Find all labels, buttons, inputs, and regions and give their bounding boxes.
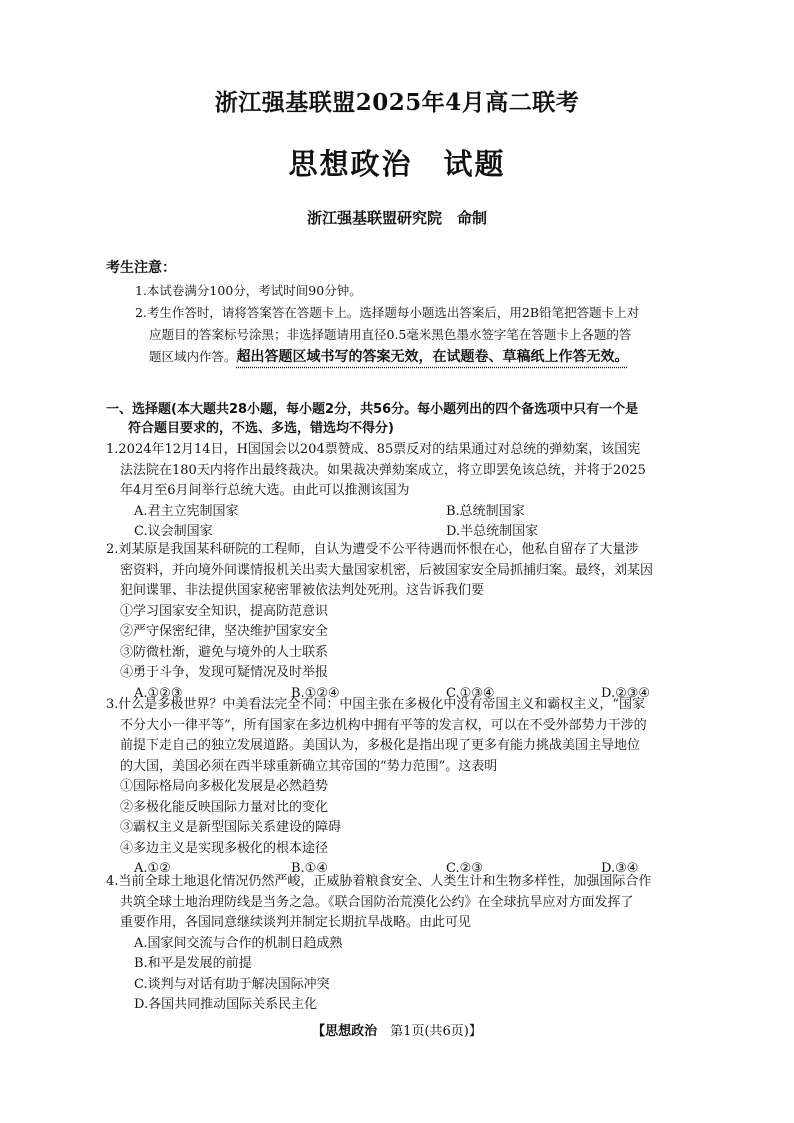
footer-subject: 【思想政治	[312, 1024, 378, 1039]
option-a: A.①②③	[134, 685, 183, 701]
statement-item: ③防微杜渐，避免与境外的人士联系	[120, 644, 329, 660]
option-a: A.国家间交流与合作的机制日趋成熟	[134, 935, 343, 951]
notice-emphasis: 超出答题区域书写的答案无效，在试题卷、草稿纸上作答无效。	[236, 349, 629, 365]
question-line: 1.2024年12月14日，H国国会以204票赞成、85票反对的结果通过对总统的弹劾案，该国宪	[106, 442, 641, 457]
option-b: B.①④	[291, 861, 328, 876]
notice-item-2-text: 题区域内作答。	[149, 349, 237, 364]
option-b: B.①②④	[291, 685, 340, 701]
statement-item: ④勇于斗争，发现可疑情况及时举报	[120, 665, 329, 680]
notice-item-2-line: 应题目的答案标号涂黑；非选择题请用直径0.5毫米黑色墨水签字笔在答题卡上各题的答	[149, 327, 632, 342]
option-b: B.总统制国家	[446, 503, 525, 519]
subject-title: 思想政治 试题	[288, 147, 506, 181]
option-c: C.①③④	[446, 685, 495, 701]
option-a: A.君主立宪制国家	[134, 503, 239, 519]
question-4	[106, 872, 746, 1016]
statement-item: ③霸权主义是新型国际关系建设的障碍	[120, 820, 342, 835]
question-line: 4.当前全球土地退化情况仍然严峻，正威胁着粮食安全、人类生计和生物多样性，加强国际合作	[106, 874, 652, 889]
question-line: 3.什么是多极世界？中美看法完全不同：中国主张在多极化中没有帝国主义和霸权主义，“国家	[106, 697, 646, 712]
statement-item: ②多极化能反映国际力量对比的变化	[120, 799, 329, 815]
option-c: C.谈判与对话有助于解决国际冲突	[134, 976, 330, 992]
option-b: B.和平是发展的前提	[134, 956, 252, 971]
notice-item-2-line: 2.考生作答时，请将答案答在答题卡上。选择题每小题选出答案后，用2B铅笔把答题卡上对	[135, 305, 640, 320]
notice-item-2-line	[135, 346, 735, 368]
option-a: A.①②	[134, 861, 171, 876]
option-d: D.②③④	[601, 685, 651, 701]
question-line: 密资料，并向境外间谍情报机关出卖大量国家机密，后被国家安全局抓捕归案。最终，刘某因	[120, 562, 654, 578]
page-footer	[0, 1020, 794, 1039]
option-c: C.议会制国家	[134, 524, 213, 539]
section-heading	[106, 400, 746, 438]
statement-item: ①国际格局向多极化发展是必然趋势	[120, 779, 329, 794]
question-line: 法法院在180天内将作出最终裁决。如果裁决弹劾案成立，将立即罢免该总统，并将于2025	[120, 462, 646, 478]
option-d: D.半总统制国家	[446, 524, 539, 539]
question-line: 不分大小一律平等”，所有国家在多边机构中拥有平等的发言权，可以在不受外部势力干涉的	[120, 717, 647, 733]
question-3	[106, 695, 746, 880]
option-d: D.③④	[601, 861, 639, 876]
footer-page: 第1页(共6页)】	[390, 1024, 482, 1039]
question-line: 犯间谍罪、非法提供国家秘密罪被依法判处死刑。这告诉我们要	[120, 583, 485, 598]
question-line: 的大国，美国必须在西半球重新确立其帝国的“势力范围”。这表明	[120, 758, 498, 774]
option-c: C.②③	[446, 861, 483, 876]
notice-heading: 考生注意：	[106, 260, 176, 276]
statement-item: ④多边主义是实现多极化的根本途径	[120, 840, 329, 856]
question-line: 前提下走自己的独立发展道路。美国认为，多极化是指出现了更多有能力挑战美国主导地位	[120, 738, 641, 753]
notice-item-1: 1.本试卷满分100分，考试时间90分钟。	[135, 283, 362, 298]
option-d: D.各国共同推动国际关系民主化	[134, 997, 318, 1012]
question-1	[106, 440, 746, 543]
statement-item: ②严守保密纪律，坚决维护国家安全	[120, 624, 329, 639]
notice-item-2	[135, 302, 735, 368]
author-line: 浙江强基联盟研究院 命制	[306, 209, 487, 227]
question-line: 2.刘某原是我国某科研院的工程师，自认为遭受不公平待遇而怀恨在心，他私自留存了大量涉	[106, 542, 639, 557]
exam-title: 浙江强基联盟2025年4月高二联考	[214, 89, 580, 116]
question-line: 重要作用，各国同意继续谈判并制定长期抗旱战略。由此可见	[120, 915, 472, 930]
question-2	[106, 540, 746, 704]
question-line: 共筑全球土地治理防线是当务之急。《联合国防治荒漠化公约》在全球抗旱应对方面发挥了	[120, 894, 634, 910]
statement-item: ①学习国家安全知识，提高防范意识	[120, 603, 329, 619]
section-heading-line: 符合题目要求的，不选、多选，错选均不得分)	[128, 421, 394, 436]
section-heading-line: 一、选择题(本大题共28小题，每小题2分，共56分。每小题列出的四个备选项中只有一个是	[106, 402, 639, 417]
question-line: 年4月至6月间举行总统大选。由此可以推测该国为	[120, 483, 410, 498]
options-row	[106, 502, 746, 523]
